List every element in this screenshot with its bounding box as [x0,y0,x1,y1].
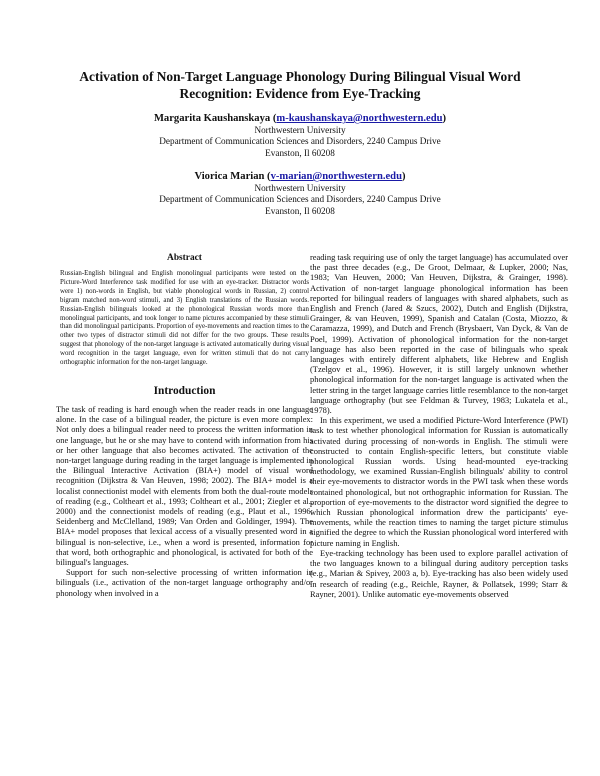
author-city: Evanston, Il 60208 [265,205,335,216]
author-name-line: Margarita Kaushanskaya (m-kaushanskaya@northwestern.edu) [153,113,447,124]
introduction-heading: Introduction [153,384,216,397]
author-department: Department of Communication Sciences and Disorders, 2240 Campus Drive [159,136,441,147]
paper-title: Activation of Non-Target Language Phonology During Bilingual Visual Word Recognition: Evidence from Eye-Tracking [79,69,521,101]
intro-paragraph: Eye-tracking technology has been used to explore parallel activation of the two languages known to a bilingual during auditory perception tasks (e.g., Marian & Spivey, 2003 a, b). Eye-tracking has also been widely used in research of reading (e.g., Reichle, Rayner, & Pollatsek, 1999; Starr & Rayner, 2001). Unlike automatic eye-movements observed [310,547,568,599]
author-affiliation: Northwestern University [254,183,346,193]
left-column [56,252,313,598]
intro-paragraph: reading task requiring use of only the target language) has accumulated over the past three decades (e.g., De Groot, Delmaar, & Lupker, 2000; Nas, 1983; Van Heuven, 2000; Van Heuven, Dijkstra, & Grainger, 1998). Activation of non-target language phonological information has been reported for bilingual readers of languages with shared alphabets, such as English and French (Jared & Szucs, 2002), Dutch and English (Dijkstra, Grainger, & van Heuven, 1999), Spanish and Catalan (Costa, Miozzo, & Caramazza, 1999), and Dutch and French (Brysbaert, Van Dyck, & Van de Poel, 1999). Activation of phonological information for the non-target language has also been reported in the case of bilinguals who speak languages with entirely different alphabets, like Hebrew and English (Tzelgov et al., 1996). However, it is still largely unknown whether phonological information for the non-target language is activated when the letter string in the target language carries little resemblance to the non-target language orthography (but see Feldman & Turvey, 1983; Lukatela et al., 1978). [310,252,568,416]
author-affiliation: Northwestern University [254,125,346,135]
right-column [310,252,568,599]
author-name-line: Viorica Marian (v-marian@northwestern.edu) [194,171,406,182]
author-block-1 [60,112,540,159]
intro-paragraph: The task of reading is hard enough when the reader reads in one language alone. In the case of a bilingual reader, the picture is even more complex: Not only does a bilingual reader need to process the written information in one language, but he or she may have to contend with information from his or her other language that also becomes activated. The activation of the non-target language during reading in the target language is implemented in the Bilingual Interactive Activation (BIA+) model of visual word recognition (Dijkstra & Van Heuven, 1998; 2002). The BIA+ model is a localist connectionist model with elements from both the dual-route models of reading (e.g., Coltheart et al., 1993; Coltheart et al., 2001; Ziegler et al., 2000) and the connectionist models of reading (e.g., Plaut et al., 1996; Seidenberg and McClelland, 1989; Van Orden and Goldinger, 1994). The BIA+ model proposes that lexical access of a visually presented word in a bilingual is non-selective, i.e., when a word is presented, information for that word, both orthographic and phonological, is activated for both of the bilingual's languages. [56,403,313,568]
author-block-2 [60,170,540,217]
author-department: Department of Communication Sciences and Disorders, 2240 Campus Drive [159,194,441,205]
author-email-link[interactable]: m-kaushanskaya@northwestern.edu [276,113,443,124]
intro-paragraph: In this experiment, we used a modified Picture-Word Interference (PWI) task to test whether phonological information for Russian is automatically activated during processing of non-words in English. The stimuli were constructed to contain English-specific letters, but constitute viable phonological Russian words. Using head-mounted eye-tracking methodology, we examined Russian-English bilinguals' ability to control their eye-movements to distractor words in the PWI task when these words contained phonological, but not orthographic information for Russian. The proportion of eye-movements to the distractor word signified the degree to which Russian phonological information drew the participants' eye-movements, while the reaction times to naming the target picture stimulus signified the degree to which the Russian phonological word interfered with picture naming in English. [310,415,568,548]
author-email-link[interactable]: v-marian@northwestern.edu [270,171,402,182]
abstract-text: Russian-English bilingual and English monolingual participants were tested on the Picture-Word Interference task modified for use with an eye-tracker. Distractor words were 1) non-words in English, but viable phonological words in Russian, 2) control bigram matched non-word stimuli, and 3) English translations of the Russian words. Russian-English bilinguals looked at the phonological Russian words more than monolingual participants, and took longer to name pictures accompanied by these stimuli than did monolingual participants. Proportion of eye-movements and reaction times to the other two types of distractor stimuli did not differ for the two groups. These results suggest that phonology of the non-target language is activated automatically during visual word recognition in the target language, even for written stimuli that do not carry orthographic information for the non-target language. [60,270,309,367]
intro-paragraph: Support for such non-selective processing of written information in bilinguals (i.e., activation of the non-target language orthography and/or phonology when involved in a [56,567,313,598]
author-name: Viorica Marian [194,171,265,182]
author-name: Margarita Kaushanskaya [153,113,271,124]
author-city: Evanston, Il 60208 [265,147,335,158]
abstract-heading: Abstract [167,253,202,263]
